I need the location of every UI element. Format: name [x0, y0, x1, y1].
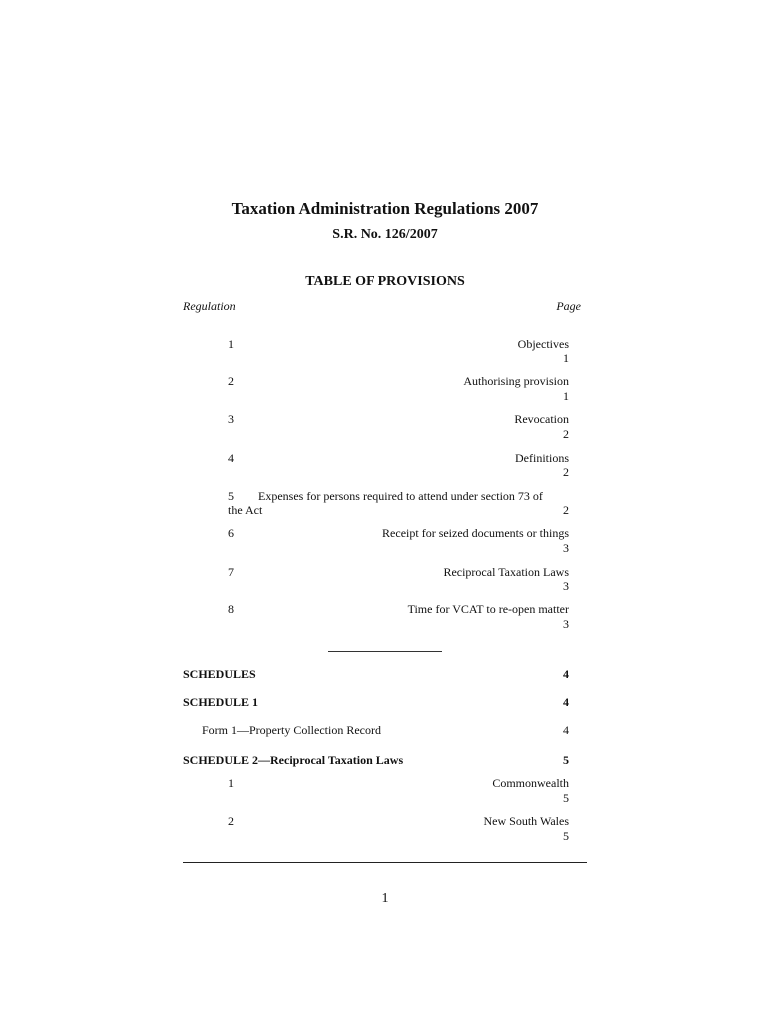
- regulation-title: Definitions: [515, 451, 569, 465]
- regulation-title: Objectives: [517, 337, 569, 351]
- regulation-page: 3: [563, 617, 569, 631]
- schedule-1-page: 4: [563, 695, 569, 709]
- schedule-item-number: 2: [228, 814, 234, 828]
- schedule-2-title: SCHEDULE 2—Reciprocal Taxation Laws: [183, 753, 404, 767]
- regulation-title-line-2: the Act: [228, 503, 263, 517]
- regulation-page: 1: [563, 389, 569, 403]
- regulation-number: 3: [228, 412, 234, 426]
- regulation-number: 6: [228, 526, 234, 540]
- regulation-page: 3: [563, 541, 569, 555]
- footer-page-number: 1: [381, 891, 389, 906]
- regulation-number: 8: [228, 602, 234, 616]
- regulation-number: 7: [228, 565, 234, 579]
- regulation-number: 4: [228, 451, 234, 465]
- regulation-page: 2: [563, 465, 569, 479]
- regulation-title: Receipt for seized documents or things: [382, 526, 569, 540]
- regulation-title: Revocation: [514, 412, 569, 426]
- column-label-regulation: Regulation: [183, 299, 236, 313]
- schedule-item-number: 1: [228, 776, 234, 790]
- regulation-title: Reciprocal Taxation Laws: [443, 565, 569, 579]
- regulation-title-line-1: Expenses for persons required to attend under section 73 of: [258, 489, 543, 503]
- regulation-page: 1: [563, 351, 569, 365]
- schedule-1-title: SCHEDULE 1: [183, 695, 259, 709]
- regulation-number: 5: [228, 489, 234, 503]
- statutory-rule-number: S.R. No. 126/2007: [332, 227, 438, 242]
- schedule-item-title: New South Wales: [483, 814, 569, 828]
- regulation-page: 3: [563, 579, 569, 593]
- schedule-2-page: 5: [563, 753, 569, 767]
- regulation-title: Authorising provision: [463, 374, 569, 388]
- regulation-page: 2: [563, 427, 569, 441]
- footer-rule: [183, 862, 587, 863]
- form-1-page: 4: [563, 723, 569, 737]
- document-title: Taxation Administration Regulations 2007: [231, 199, 539, 218]
- section-divider: [328, 651, 442, 652]
- column-label-page: Page: [556, 299, 581, 313]
- regulation-number: 2: [228, 374, 234, 388]
- schedule-item-title: Commonwealth: [492, 776, 569, 790]
- schedules-page: 4: [563, 667, 569, 681]
- regulation-title: Time for VCAT to re-open matter: [407, 602, 569, 616]
- schedules-heading: SCHEDULES: [183, 667, 256, 681]
- regulation-number: 1: [228, 337, 234, 351]
- table-of-provisions-heading: TABLE OF PROVISIONS: [305, 274, 465, 289]
- schedule-item-page: 5: [563, 829, 569, 843]
- regulation-page: 2: [563, 503, 569, 517]
- form-1-title: Form 1—Property Collection Record: [202, 723, 381, 737]
- schedule-item-page: 5: [563, 791, 569, 805]
